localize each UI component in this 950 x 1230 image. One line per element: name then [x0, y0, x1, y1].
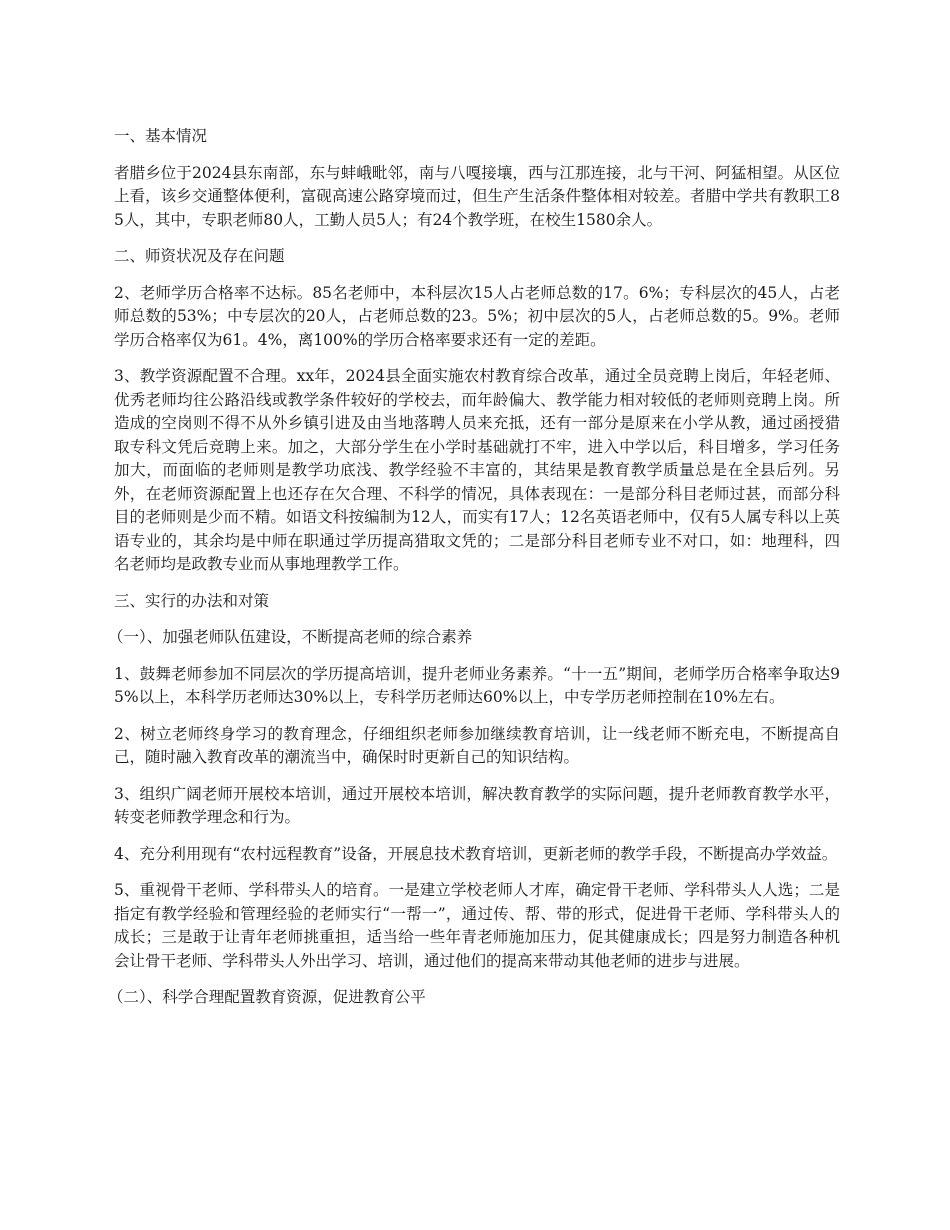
- section-heading-basic-situation: 一、基本情况: [114, 127, 208, 145]
- section-heading-measures: 三、实行的办法和对策: [114, 591, 270, 610]
- paragraph-measure-1: 1、鼓舞老师参加不同层次的学历提高培训，提升老师业务素养。“十一五”期间，老师学历合格率争取达95%以上，本科学历老师达30%以上，专科学历老师达60%以上，中专学历老师控制在10%左右。: [114, 664, 840, 706]
- subsection-heading-teacher-team: （一）、加强老师队伍建设，不断提高老师的综合素养: [108, 628, 473, 646]
- paragraph-basic-situation: 者腊乡位于2024县东南部，东与蚌峨毗邻，南与八嘎接壤，西与江那连接，北与干河、阿猛相望。从区位上看，该乡交通整体便利，富砚高速公路穿境而过，但生产生活条件整体相对较差。者腊中学共有教职工85人，其中，专职老师80人，工勤人员5人；有24个教学班，在校生1580余人。: [114, 163, 840, 229]
- paragraph-measure-4: 4、充分利用现有“农村远程教育”设备，开展息技术教育培训，更新老师的教学手段，不断提高办学效益。: [114, 844, 838, 863]
- paragraph-measure-2: 2、树立老师终身学习的教育理念，仔细组织老师参加继续教育培训，让一线老师不断充电，不断提高自己，随时融入教育改革的潮流当中，确保时时更新自己的知识结构。: [114, 724, 840, 766]
- document-page: [108, 125, 840, 1023]
- paragraph-resource-allocation: 3、教学资源配置不合理。xx年，2024县全面实施农村教育综合改革，通过全员竞聘上岗后，年轻老师、优秀老师均往公路沿线或教学条件较好的学校去，而年龄偏大、教学能力相对较低的老师则竞聘上岗。所造成的空岗则不得不从外乡镇引进及由当地落聘人员来充抵，还有一部分是原来在小学从教，通过函授猎取专科文凭后竞聘上来。加之，大部分学生在小学时基础就打不牢，进入中学以后，科目增多，学习任务加大，而面临的老师则是教学功底浅、教学经验不丰富的，其结果是教育教学质量总是在全县后列。另外，在老师资源配置上也还存在欠合理、不科学的情况，具体表现在：一是部分科目老师过甚，而部分科目的老师则是少而不精。如语文科按编制为12人，而实有17人；12名英语老师中，仅有5人属专科以上英语专业的，其余均是中师在职通过学历提高猎取文凭的；二是部分科目老师专业不对口，如：地理科，四名老师均是政教专业而从事地理教学工作。: [114, 367, 840, 573]
- subsection-heading-resources: （二）、科学合理配置教育资源，促进教育公平: [108, 988, 426, 1006]
- section-heading-teacher-status: 二、师资状况及存在问题: [114, 247, 285, 265]
- paragraph-measure-3: 3、组织广阔老师开展校本培训，通过开展校本培训，解决教育教学的实际问题，提升老师教育教学水平，转变老师教学理念和行为。: [114, 784, 840, 826]
- paragraph-measure-5: 5、重视骨干老师、学科带头人的培育。一是建立学校老师人才库，确定骨干老师、学科带头人人选；二是指定有教学经验和管理经验的老师实行“一帮一”，通过传、帮、带的形式，促进骨干老师、学科带头人的成长；三是敢于让青年老师挑重担，适当给一些年青老师施加压力，促其健康成长；四是努力制造各种机会让骨干老师、学科带头人外出学习、培训，通过他们的提高来带动其他老师的进步与进展。: [114, 881, 840, 970]
- paragraph-qualification-rate: 2、老师学历合格率不达标。85名老师中，本科层次15人占老师总数的17。6%；专科层次的45人，占老师总数的53%；中专层次的20人，占老师总数的23。5%；初中层次的5人，占老师总数的5。9%。老师学历合格率仅为61。4%，离100%的学历合格率要求还有一定的差距。: [114, 283, 840, 349]
